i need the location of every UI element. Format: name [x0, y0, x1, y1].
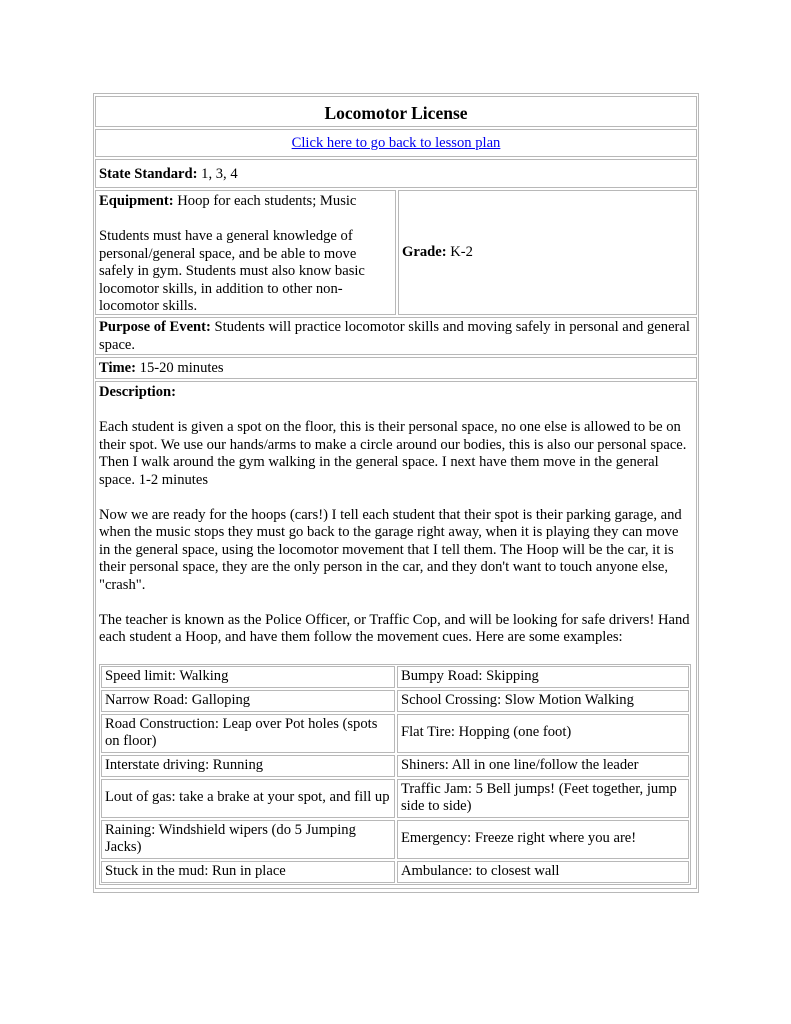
prerequisite-text: Students must have a general knowledge of personal/general space, and be able to move safely in gym. Students must also know basic locomotor skills, in addition to other non-locomotor skills. — [99, 228, 365, 314]
equipment-row — [95, 190, 697, 315]
cue-cell: Bumpy Road: Skipping — [397, 666, 689, 688]
back-link-cell — [95, 129, 697, 157]
purpose-value: Students will practice locomotor skills and moving safely in personal and general space. — [99, 319, 690, 353]
description-paragraph: The teacher is known as the Police Officer, or Traffic Cop, and will be looking for safe drivers! Hand each student a Hoop, and have them follow the movement cues. Here are some examples: — [99, 611, 690, 645]
description-cell — [95, 381, 697, 889]
grade-value: K-2 — [446, 243, 473, 260]
cue-cell: Flat Tire: Hopping (one foot) — [397, 714, 689, 753]
cue-row — [101, 861, 689, 883]
state-standard-label: State Standard: — [99, 166, 198, 182]
cue-row — [101, 666, 689, 688]
description-paragraph: Now we are ready for the hoops (cars!) I tell each student that their spot is their parking garage, and when the music stops they must go back to the garage right away, when it is playing they can move in the general space, using the locomotor movement that I tell them. The Hoop will be the car, it is their personal space, they are the only person in the car, and they don't want to touch anyone else, "crash". — [99, 506, 682, 593]
cue-row — [101, 779, 689, 818]
lesson-table — [93, 93, 699, 893]
equipment-cell — [95, 190, 396, 315]
cue-row — [101, 714, 689, 753]
time-label: Time: — [99, 360, 137, 376]
purpose-cell — [95, 317, 697, 355]
equipment-label: Equipment: — [99, 193, 174, 209]
grade-label: Grade: — [402, 243, 447, 260]
description-paragraph: Each student is given a spot on the floor, this is their personal space, no one else is allowed to be on their spot. We use our hands/arms to make a circle around our bodies, this is also our personal space. Then I walk around the gym walking in the general space. I next have them move in the general space. 1-2 minutes — [99, 419, 687, 488]
cue-row — [101, 820, 689, 859]
cue-row — [101, 690, 689, 712]
cue-cell: Stuck in the mud: Run in place — [101, 861, 395, 883]
description-label: Description: — [99, 384, 177, 400]
page-title: Locomotor License — [95, 96, 697, 127]
cue-cell: Lout of gas: take a brake at your spot, and fill up — [101, 779, 395, 818]
cue-cell: Emergency: Freeze right where you are! — [397, 820, 689, 859]
movement-cues-table — [99, 664, 691, 885]
cue-cell: Road Construction: Leap over Pot holes (spots on floor) — [101, 714, 395, 753]
cue-cell: Traffic Jam: 5 Bell jumps! (Feet together, jump side to side) — [397, 779, 689, 818]
grade-cell — [398, 190, 697, 315]
time-value: 15-20 minutes — [136, 360, 224, 376]
cue-cell: Interstate driving: Running — [101, 755, 395, 777]
cue-cell: Ambulance: to closest wall — [397, 861, 689, 883]
cue-cell: Shiners: All in one line/follow the leader — [397, 755, 689, 777]
cue-cell: Speed limit: Walking — [101, 666, 395, 688]
state-standard-cell — [95, 159, 697, 188]
cue-row — [101, 755, 689, 777]
time-cell — [95, 357, 697, 379]
cue-cell: Raining: Windshield wipers (do 5 Jumping Jacks) — [101, 820, 395, 859]
cue-cell: School Crossing: Slow Motion Walking — [397, 690, 689, 712]
state-standard-value: 1, 3, 4 — [197, 166, 238, 182]
purpose-label: Purpose of Event: — [99, 319, 211, 335]
back-to-lesson-plan-link[interactable]: Click here to go back to lesson plan — [291, 135, 501, 151]
cue-cell: Narrow Road: Galloping — [101, 690, 395, 712]
equipment-value: Hoop for each students; Music — [173, 193, 357, 209]
